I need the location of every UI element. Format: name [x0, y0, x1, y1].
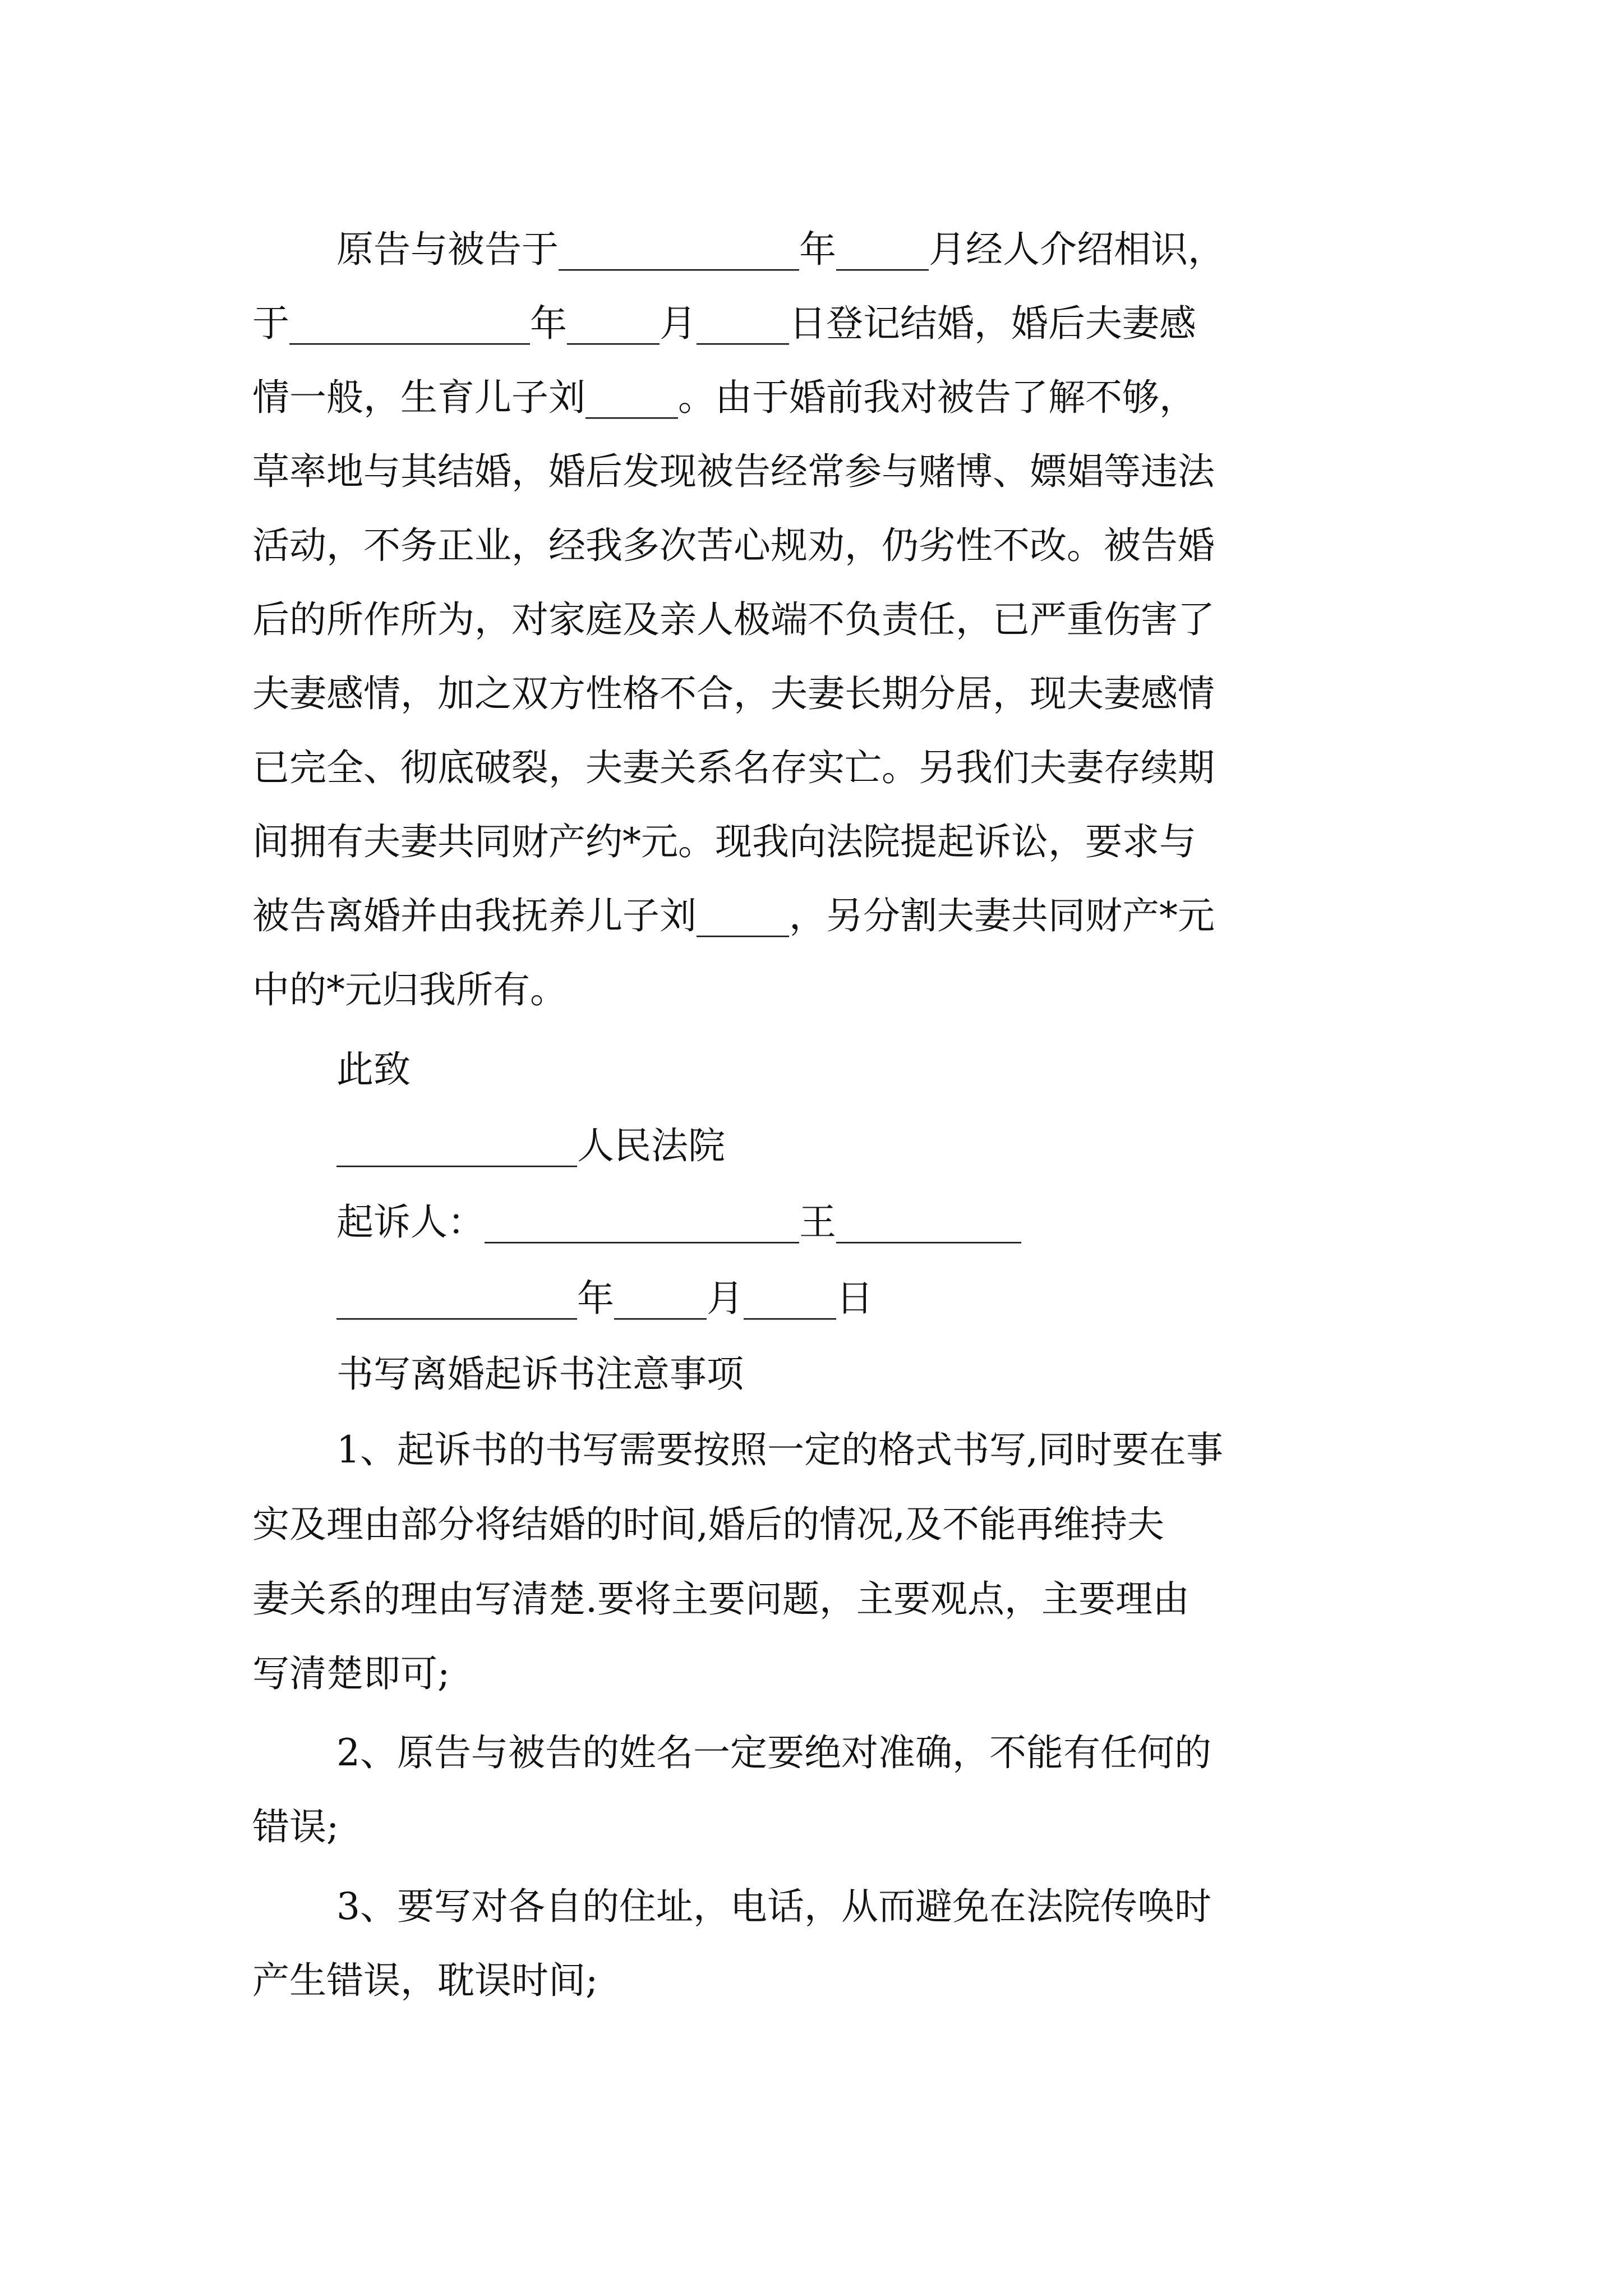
text-line: 后的所作所为，对家庭及亲人极端不负责任，已严重伤害了	[252, 598, 1215, 641]
text-line: 书写离婚起诉书注意事项	[336, 1352, 744, 1396]
text-line: _____________年_____月_____日	[336, 1277, 873, 1320]
text-line: 错误;	[252, 1805, 339, 1848]
text-line: 原告与被告于_____________年_____月经人介绍相识，	[336, 228, 1225, 271]
text-line: 起诉人：_________________王__________	[336, 1200, 1021, 1244]
text-line: 夫妻感情，加之双方性格不合，夫妻长期分居，现夫妻感情	[252, 672, 1215, 715]
text-line: 已完全、彻底破裂，夫妻关系名存实亡。另我们夫妻存续期	[252, 746, 1215, 789]
text-line: 实及理由部分将结婚的时间,婚后的情况,及不能再维持夫	[252, 1503, 1164, 1546]
text-line: 1、起诉书的书写需要按照一定的格式书写,同时要在事	[336, 1428, 1223, 1471]
text-line: 中的*元归我所有。	[252, 968, 567, 1011]
text-line: 间拥有夫妻共同财产约*元。现我向法院提起诉讼，要求与	[252, 820, 1196, 863]
text-line: 写清楚即可;	[252, 1652, 450, 1695]
text-line: 产生错误，耽误时间;	[252, 1959, 598, 2002]
text-line: 妻关系的理由写清楚.要将主要问题，主要观点，主要理由	[252, 1577, 1189, 1621]
text-line: 情一般，生育儿子刘_____。由于婚前我对被告了解不够，	[252, 376, 1196, 419]
text-line: _____________人民法院	[336, 1124, 725, 1167]
text-line: 活动，不务正业，经我多次苦心规劝，仍劣性不改。被告婚	[252, 524, 1215, 567]
text-line: 此致	[336, 1048, 411, 1091]
text-line: 被告离婚并由我抚养儿子刘_____，另分割夫妻共同财产*元	[252, 894, 1215, 937]
text-line: 3、要写对各自的住址，电话，从而避免在法院传唤时	[336, 1885, 1211, 1928]
text-line: 草率地与其结婚，婚后发现被告经常参与赌博、嫖娼等违法	[252, 450, 1215, 493]
text-line: 2、原告与被告的姓名一定要绝对准确，不能有任何的	[336, 1731, 1211, 1774]
text-line: 于_____________年_____月_____日登记结婚，婚后夫妻感	[252, 302, 1196, 345]
